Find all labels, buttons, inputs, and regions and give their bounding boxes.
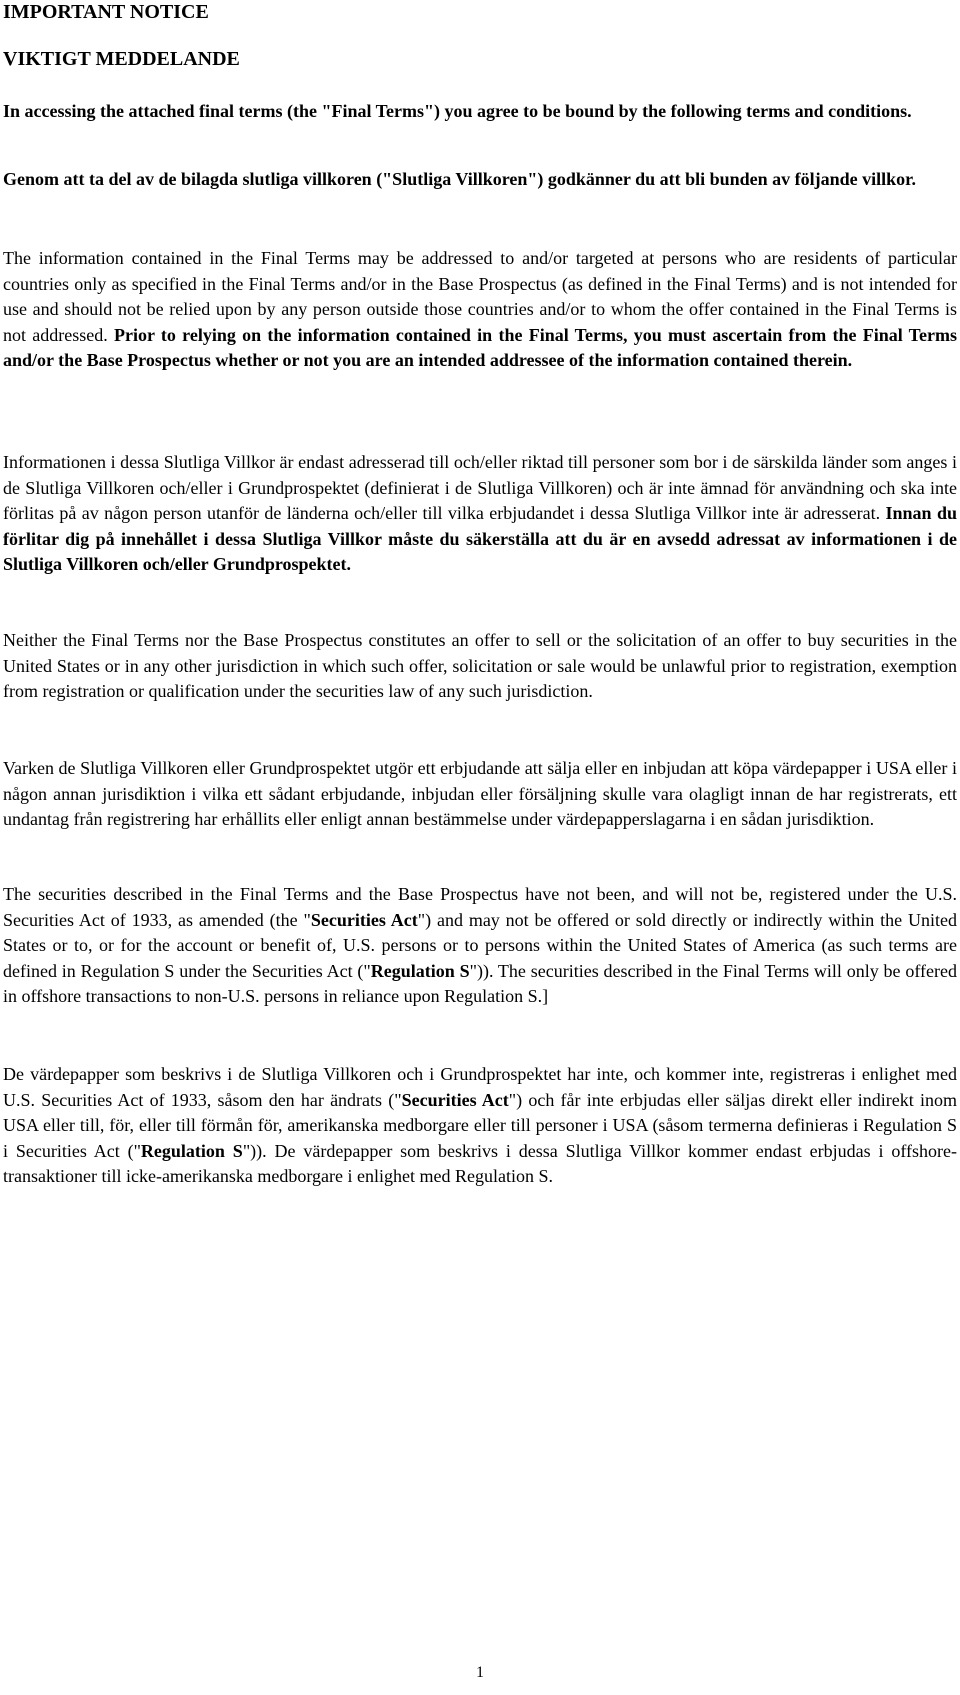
securities-text-part: ")). The securities described in the Final Terms will only be offered in offshore transactions to non-U.S. persons in reliance upon Regulation S.]: [3, 960, 957, 1007]
notice-title-english: IMPORTANT NOTICE: [3, 1, 209, 23]
securities-text-part: ") and may not be offered or sold directly or indirectly within the United States or to, or for the account or benefit of, U.S. persons or to persons within the United States of America (as such terms are defined in Regulation S under the Securities Act (": [3, 909, 957, 981]
securities-act-term: Securities Act: [401, 1089, 509, 1110]
securities-text-part: ")). De värdepapper som beskrivs i dessa Slutliga Villkor kommer endast erbjudas i offshore-transaktioner till icke-amerikanska medborgare i enlighet med Regulation S.: [3, 1140, 957, 1187]
addressee-text-english: The information contained in the Final Terms may be addressed to and/or targeted at persons who are residents of particular countries only as specified in the Final Terms and/or in the Base Prospectus (as defined in the Final Terms) and is not intended for use and should not be relied upon by any person outside those countries and/or to whom the offer contained in the Final Terms is not addressed.: [3, 248, 957, 345]
securities-act-paragraph-swedish: [3, 1062, 957, 1190]
intro-paragraph-swedish: Genom att ta del av de bilagda slutliga villkoren ("Slutliga Villkoren") godkänner du att bli bunden av följande villkor.: [3, 169, 916, 189]
addressee-warning-swedish: Innan du förlitar dig på innehållet i dessa Slutliga Villkor måste du säkerställa att du är en avsedd adressat av informationen i de Slutliga Villkoren och/eller Grundprospektet.: [3, 503, 957, 575]
notice-title-swedish: VIKTIGT MEDDELANDE: [3, 48, 240, 70]
regulation-s-term: Regulation S: [370, 960, 470, 981]
securities-act-term: Securities Act: [310, 909, 418, 930]
securities-text-part: ") och får inte erbjudas eller säljas direkt eller indirekt inom USA eller till, för, eller till förmån för, amerikanska medborgare eller till personer i USA (såsom termerna definieras i Regulation S i Securities Act (": [3, 1089, 957, 1161]
page-number: 1: [476, 1664, 484, 1681]
regulation-s-term: Regulation S: [140, 1140, 243, 1161]
no-offer-paragraph-swedish: Varken de Slutliga Villkoren eller Grundprospektet utgör ett erbjudande att sälja eller en inbjudan att köpa värdepapper i USA eller i någon annan jurisdiktion i vilka ett sådant erbjudande, inbjudan eller försäljning skulle vara olagligt innan de har registrerats, ett undantag från registrering har erhållits eller enligt annan bestämmelse under värdepapperslagarna i en sådan jurisdiktion.: [3, 758, 957, 830]
securities-act-paragraph-english: [3, 882, 957, 1010]
intro-paragraph-english: In accessing the attached final terms (the "Final Terms") you agree to be bound by the following terms and conditions.: [3, 101, 912, 121]
addressee-paragraph-swedish: [3, 450, 957, 578]
securities-text-part: De värdepapper som beskrivs i de Slutliga Villkoren och i Grundprospektet har inte, och kommer inte, registreras i enlighet med U.S. Securities Act of 1933, såsom den har ändrats (": [3, 1064, 957, 1110]
addressee-text-swedish: Informationen i dessa Slutliga Villkor är endast adresserad till och/eller riktad till personer som bor i de särskilda länder som anges i de Slutliga Villkoren och/eller i Grundprospektet (definierat i de Slutliga Villkoren) och är inte ämnad för användning och ska inte förlitas på av någon person utanför de länderna och/eller till vilka erbjudandet i dessa Slutliga Villkor inte är adresserat.: [3, 452, 957, 524]
no-offer-paragraph-english: Neither the Final Terms nor the Base Prospectus constitutes an offer to sell or the solicitation of an offer to buy securities in the United States or in any other jurisdiction in which such offer, solicitation or sale would be unlawful prior to registration, exemption from registration or qualification under the securities law of any such jurisdiction.: [3, 630, 957, 702]
securities-text-part: The securities described in the Final Terms and the Base Prospectus have not been, and will not be, registered under the U.S. Securities Act of 1933, as amended (the ": [3, 884, 957, 930]
addressee-paragraph-english: [3, 246, 957, 374]
addressee-warning-english: Prior to relying on the information contained in the Final Terms, you must ascertain from the Final Terms and/or the Base Prospectus whether or not you are an intended addressee of the information contained therein.: [3, 324, 957, 371]
